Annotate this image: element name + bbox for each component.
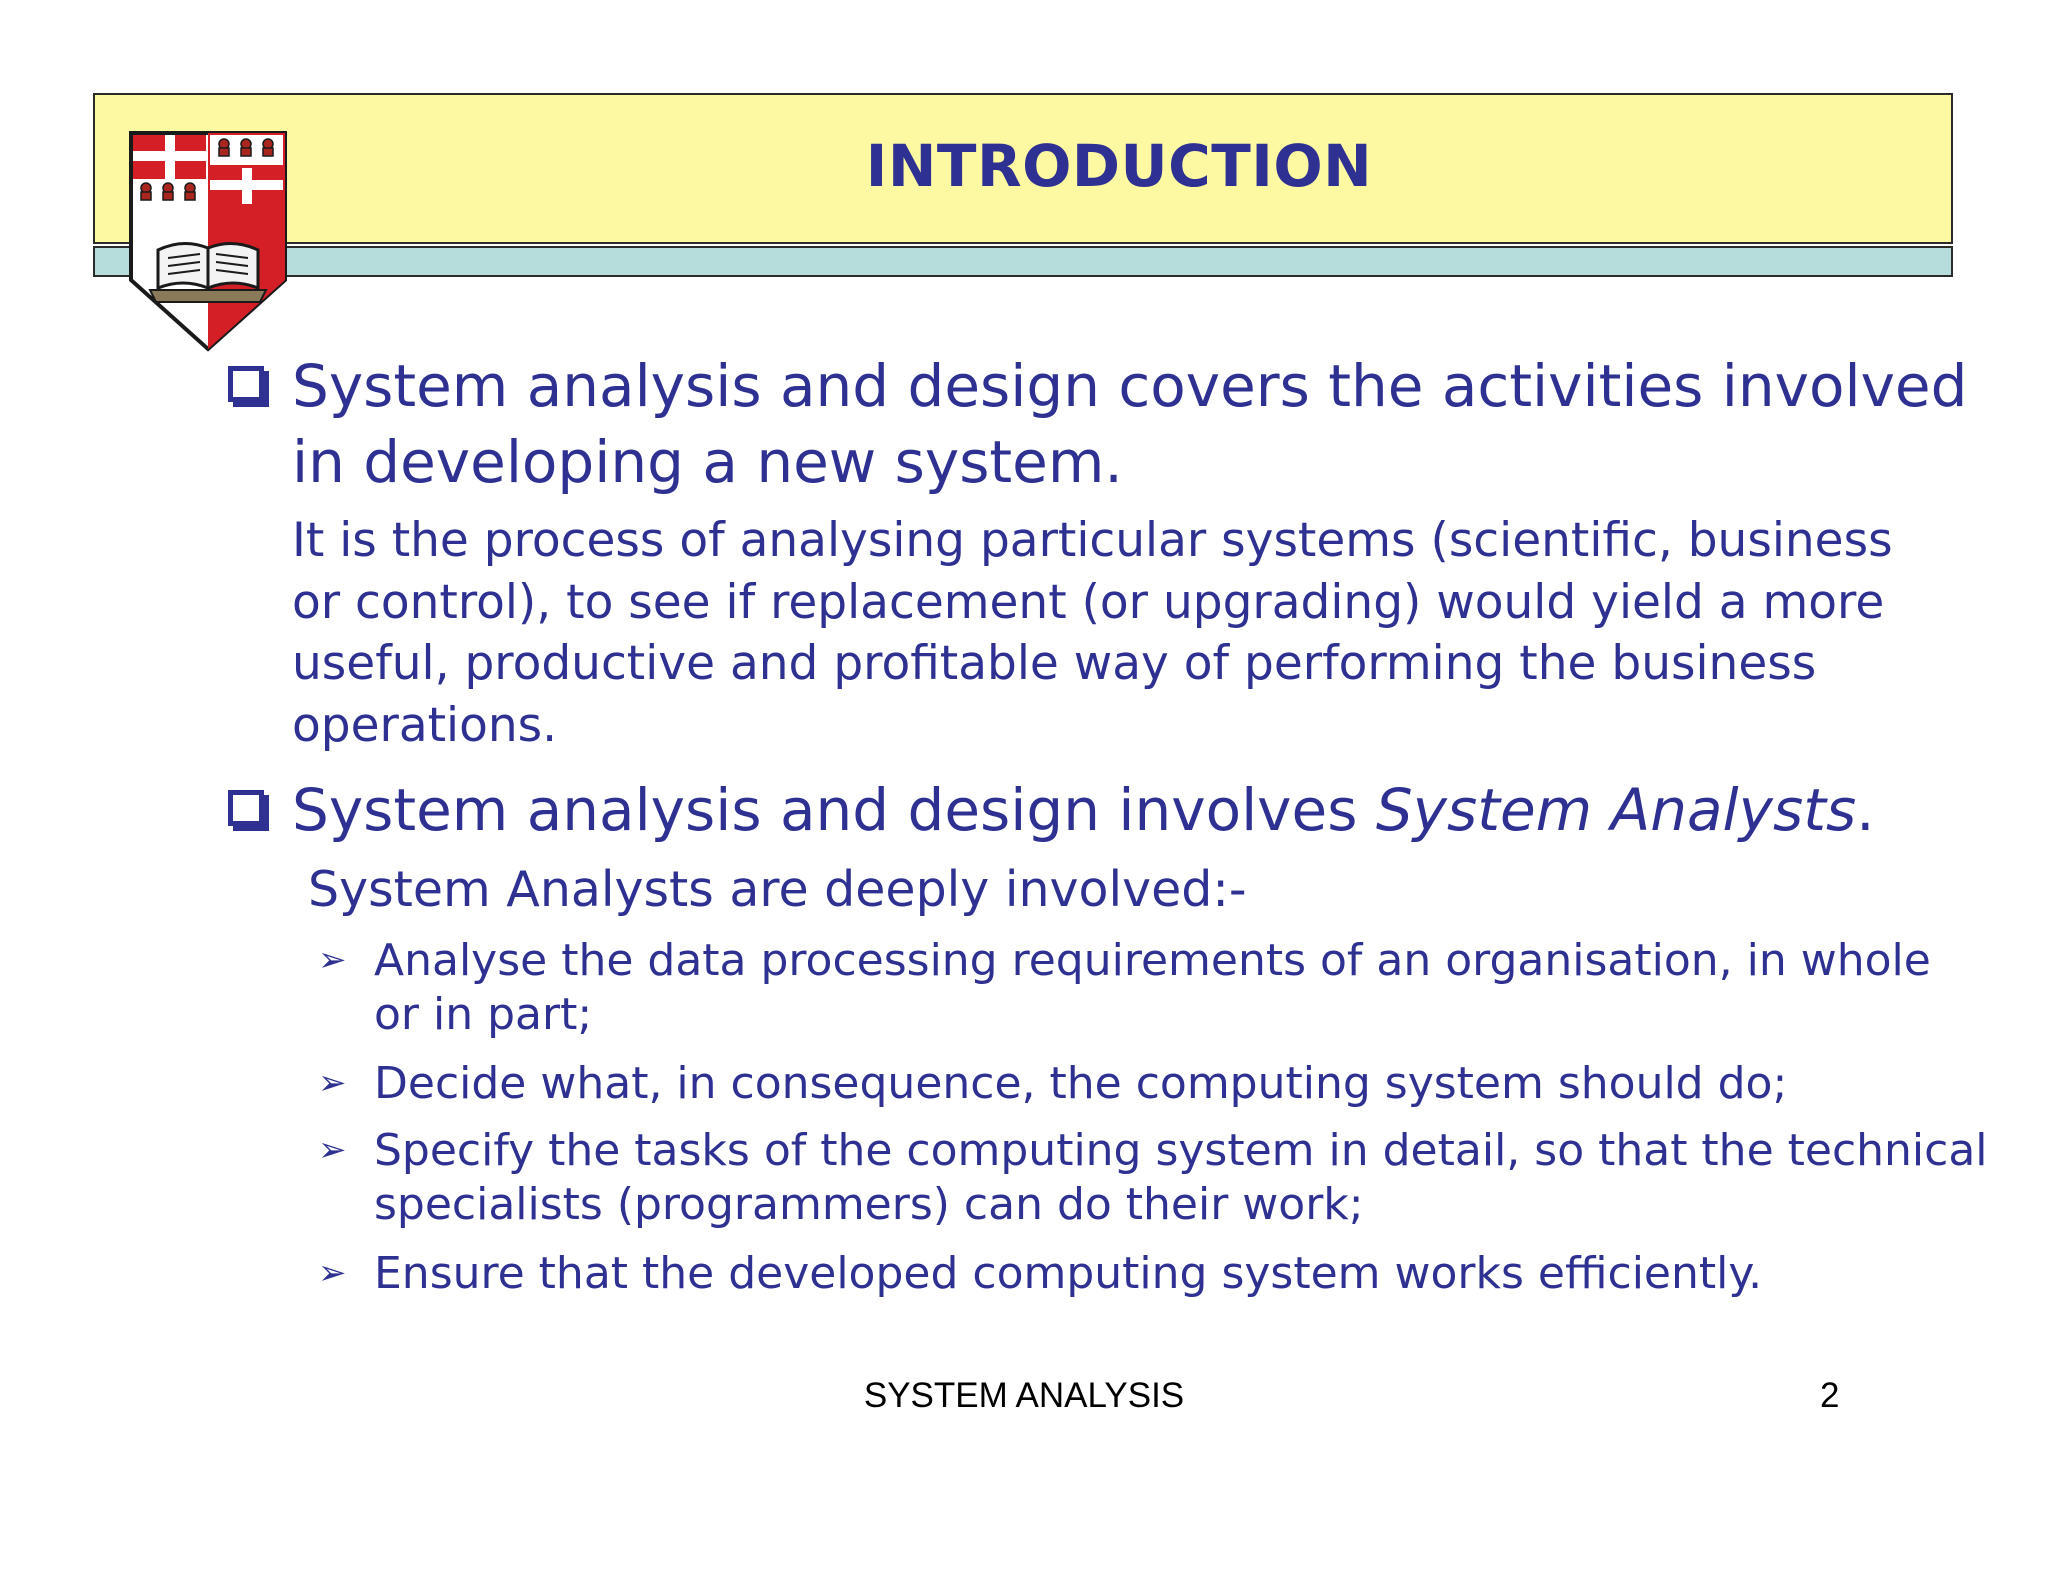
sub-item-3-line-1: Specify the tasks of the computing system in detail, so that the technical <box>374 1125 1988 1176</box>
sub-item-1-line-1: Analyse the data processing requirements of an organisation, in whole <box>374 935 1931 986</box>
bullet-1-line-2: in developing a new system. <box>292 428 1123 496</box>
sub-item-2-line-1: Decide what, in consequence, the computing system should do; <box>374 1058 1788 1109</box>
footer-title: SYSTEM ANALYSIS <box>863 1376 1185 1415</box>
arrow-bullet-icon: ➢ <box>318 1130 347 1170</box>
bullet-2-intro: System Analysts are deeply involved:- <box>308 861 1247 918</box>
bullet-2-line <box>292 772 1875 848</box>
page-number: 2 <box>1820 1376 1840 1415</box>
bullet-2-text-after: . <box>1856 776 1875 844</box>
bullet-1-paragraph-line-2: or control), to see if replacement (or upgrading) would yield a more <box>292 575 1885 630</box>
bullet-1-paragraph-line-4: operations. <box>292 698 558 753</box>
sub-item-1-line-2: or in part; <box>374 989 593 1040</box>
arrow-bullet-icon: ➢ <box>318 1253 347 1293</box>
sub-item-3-line-2: specialists (programmers) can do their work; <box>374 1179 1364 1230</box>
sub-item-4-line-1: Ensure that the developed computing system works efficiently. <box>374 1248 1763 1299</box>
bullet-1-paragraph-line-3: useful, productive and profitable way of performing the business <box>292 636 1817 691</box>
slide-title: INTRODUCTION <box>865 132 1373 200</box>
arrow-bullet-icon: ➢ <box>318 940 347 980</box>
bullet-2-text-italic: System Analysts <box>1375 776 1857 844</box>
bullet-2-text-before: System analysis and design involves <box>292 776 1376 844</box>
bullet-1-paragraph-line-1: It is the process of analysing particular systems (scientific, business <box>292 513 1893 568</box>
square-bullet-icon <box>228 790 264 826</box>
arrow-bullet-icon: ➢ <box>318 1063 347 1103</box>
bullet-1-line-1: System analysis and design covers the activities involved <box>292 352 1968 420</box>
square-bullet-icon <box>228 366 264 402</box>
